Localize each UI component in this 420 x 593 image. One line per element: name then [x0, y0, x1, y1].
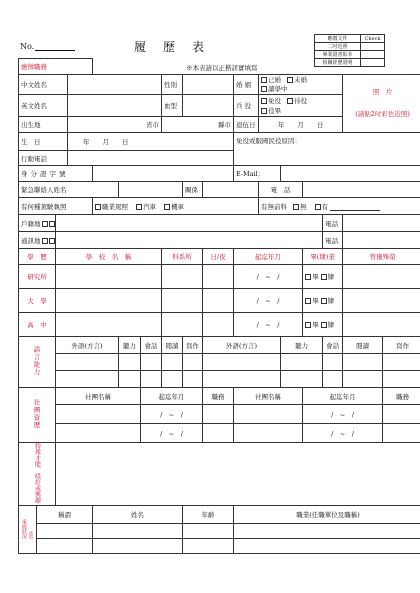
edu-header-school: 學 校 名 稱 [56, 249, 162, 265]
edu-daynight-field[interactable] [203, 265, 234, 289]
edu-graduated-options: 畢 肄 [303, 313, 343, 337]
edu-honors-field[interactable] [343, 313, 420, 337]
form-number-field[interactable] [35, 43, 75, 51]
edu-dates-field[interactable]: / ~ / [234, 313, 303, 337]
exempt-checkbox[interactable] [261, 98, 267, 104]
edu-header-honors: 曾獲殊榮 [343, 249, 420, 265]
license-pro-checkbox[interactable] [95, 204, 101, 210]
lang-header: 外語(方言) [56, 337, 119, 354]
lang-header: 閱讀 [343, 337, 383, 354]
family-header: 年齡 [183, 506, 234, 524]
edu-row [19, 289, 420, 313]
apply-position-label: 應徵職務 [19, 59, 93, 75]
criminal-detail-field[interactable] [330, 205, 380, 211]
lang-header: 聽力 [119, 337, 141, 354]
language-section-label: 語言能力 [19, 337, 56, 388]
club-row: / ~ / / ~ / [19, 405, 420, 424]
awaiting-checkbox[interactable] [287, 98, 293, 104]
criminal-none-checkbox[interactable] [293, 204, 299, 210]
checklist-check: Check [361, 35, 385, 43]
edu-header-dates: 起迄年月 [234, 249, 303, 265]
edu-school-field[interactable] [56, 265, 162, 289]
household-address-field[interactable] [56, 215, 323, 232]
criminal-options: 有無前科 無 有 [259, 198, 420, 215]
form-number-label: No. [20, 42, 35, 51]
license-car-checkbox[interactable] [136, 204, 142, 210]
photo-area[interactable] [343, 75, 420, 133]
family-header: 姓名 [93, 506, 183, 524]
contact-phone-field[interactable] [343, 232, 420, 249]
edu-dept-field[interactable] [162, 289, 203, 313]
resume-table [18, 58, 420, 554]
edu-header-level: 學 歷 [19, 249, 56, 265]
edu-dept-field[interactable] [162, 313, 203, 337]
club-header: 起迄年月 [303, 388, 383, 405]
birthplace-label: 出生地 [19, 117, 68, 133]
edu-daynight-field[interactable] [203, 313, 234, 337]
edu-graduated-options: 畢 肄 [303, 265, 343, 289]
contact-phone-label: 電話 [323, 232, 343, 249]
id-number-field[interactable] [93, 166, 234, 182]
edu-header-dept: 科系所 [162, 249, 203, 265]
edu-header-daynight: 日/夜 [203, 249, 234, 265]
checklist-label: 相關經歷證明 [315, 59, 361, 67]
edu-row [19, 313, 420, 337]
checklist-row [315, 43, 385, 51]
club-header: 社團名稱 [56, 388, 141, 405]
lang-header: 會話 [323, 337, 343, 354]
checklist-label: 應徵文件 [315, 35, 361, 43]
blood-type-label: 血型 [162, 95, 183, 117]
chinese-name-field[interactable] [68, 75, 162, 95]
photo-note: (請貼2吋彩色近照) [355, 110, 410, 118]
lang-header: 寫作 [183, 337, 203, 354]
edu-honors-field[interactable] [343, 289, 420, 313]
edu-row [19, 265, 420, 289]
emergency-contact-label: 緊急聯絡人姓名 [19, 182, 119, 198]
edu-dept-field[interactable] [162, 265, 203, 289]
language-row [19, 371, 420, 388]
email-label: E-Mail： [234, 166, 281, 182]
family-row [19, 524, 420, 539]
edu-daynight-field[interactable] [203, 289, 234, 313]
edu-honors-field[interactable] [343, 265, 420, 289]
edu-school-field[interactable] [56, 313, 162, 337]
edu-dates-field[interactable]: / ~ / [234, 289, 303, 313]
lang-header: 寫作 [383, 337, 420, 354]
edu-level: 大 學 [19, 289, 56, 313]
marital-label: 婚 姻 [234, 75, 259, 95]
edu-level: 研究所 [19, 265, 56, 289]
marital-options: 已婚 未婚 讀學中 [259, 75, 343, 95]
lang-header: 會話 [141, 337, 162, 354]
photo-label: 照 片 [372, 88, 393, 96]
exempt-reason-field[interactable] [234, 133, 420, 166]
discharge-date-field[interactable]: 年 月 日 [259, 117, 343, 133]
birthplace-county[interactable]: 縣市 [162, 117, 234, 133]
edu-school-field[interactable] [56, 289, 162, 313]
birthday-field[interactable]: 年 月 日 [68, 133, 234, 151]
birthday-label: 生 日 [19, 133, 68, 151]
checklist-label: 二吋近照 [315, 43, 361, 51]
mobile-label: 行動電話 [19, 151, 68, 166]
family-row [19, 539, 420, 554]
military-label: 兵 役 [234, 95, 259, 117]
club-header: 職務 [203, 388, 234, 405]
license-options: 職業駕照 汽車 機車 [93, 198, 259, 215]
emergency-phone-label: 電 話 [259, 182, 303, 198]
family-section-label: 家庭狀況 成員 [19, 506, 37, 554]
english-name-label: 英文姓名 [19, 95, 68, 117]
form-number [20, 42, 75, 51]
military-options: 免役 待役 役畢 [259, 95, 343, 117]
lang-header: 外語(方言) [203, 337, 281, 354]
married-checkbox[interactable] [261, 77, 267, 83]
gender-field[interactable] [183, 75, 234, 95]
page-title: 履歷表 [134, 40, 222, 54]
exempt-reason-label: 免役或服國民役原因： [236, 137, 301, 145]
club-header: 起迄年月 [141, 388, 203, 405]
birthplace-province[interactable]: 省市 [68, 117, 162, 133]
lang-header: 聽力 [281, 337, 323, 354]
club-row: / ~ / / ~ / [19, 424, 420, 443]
license-moto-checkbox[interactable] [164, 204, 170, 210]
apply-position-field[interactable] [93, 59, 323, 75]
language-row [19, 354, 420, 371]
discharge-date-label: 退伍日 [234, 117, 259, 133]
in-school-checkbox[interactable] [261, 86, 267, 92]
emergency-phone-field[interactable] [303, 182, 420, 198]
criminal-have-checkbox[interactable] [315, 204, 321, 210]
skills-label: 特殊才能、嗜好或興趣 [19, 443, 56, 506]
mobile-field[interactable] [68, 151, 234, 166]
household-address-label: 戶籍地 [19, 215, 56, 232]
id-number-label: 身分證字號 [19, 166, 93, 182]
license-label: 有何種駕駛執照 [19, 198, 93, 215]
edu-graduated-options: 畢 肄 [303, 289, 343, 313]
checklist-check[interactable] [361, 43, 385, 51]
contact-address-field[interactable] [56, 232, 323, 249]
criminal-label: 有無前科 [261, 202, 287, 211]
emergency-contact-field[interactable] [119, 182, 183, 198]
checklist-label: 畢業證書影本 [315, 51, 361, 59]
family-header: 職業(任職單位及職稱) [234, 506, 420, 524]
relation-field[interactable] [203, 182, 259, 198]
blood-type-field[interactable] [183, 95, 234, 117]
family-header: 稱謂 [37, 506, 93, 524]
club-section-label: 社團資歷 [19, 388, 56, 443]
club-header: 社團名稱 [234, 388, 303, 405]
edu-header-graduated: 畢(肄)業 [303, 249, 343, 265]
email-field[interactable] [281, 166, 420, 182]
skills-field[interactable] [56, 443, 420, 506]
gender-label: 性別 [162, 75, 183, 95]
edu-level: 高 中 [19, 313, 56, 337]
relation-label: 關係 [183, 182, 203, 198]
form-instruction: ※本表請以正楷詳實填寫 [186, 64, 258, 72]
household-phone-field[interactable] [343, 215, 420, 232]
checklist-row [315, 35, 385, 43]
contact-address-label: 通訊地 [19, 232, 56, 249]
english-name-field[interactable] [68, 95, 162, 117]
served-checkbox[interactable] [261, 108, 267, 114]
lang-header: 閱讀 [162, 337, 183, 354]
chinese-name-label: 中文姓名 [19, 75, 68, 95]
unmarried-checkbox[interactable] [287, 77, 293, 83]
edu-dates-field[interactable]: / ~ / [234, 265, 303, 289]
household-phone-label: 電話 [323, 215, 343, 232]
club-header: 職務 [383, 388, 420, 405]
